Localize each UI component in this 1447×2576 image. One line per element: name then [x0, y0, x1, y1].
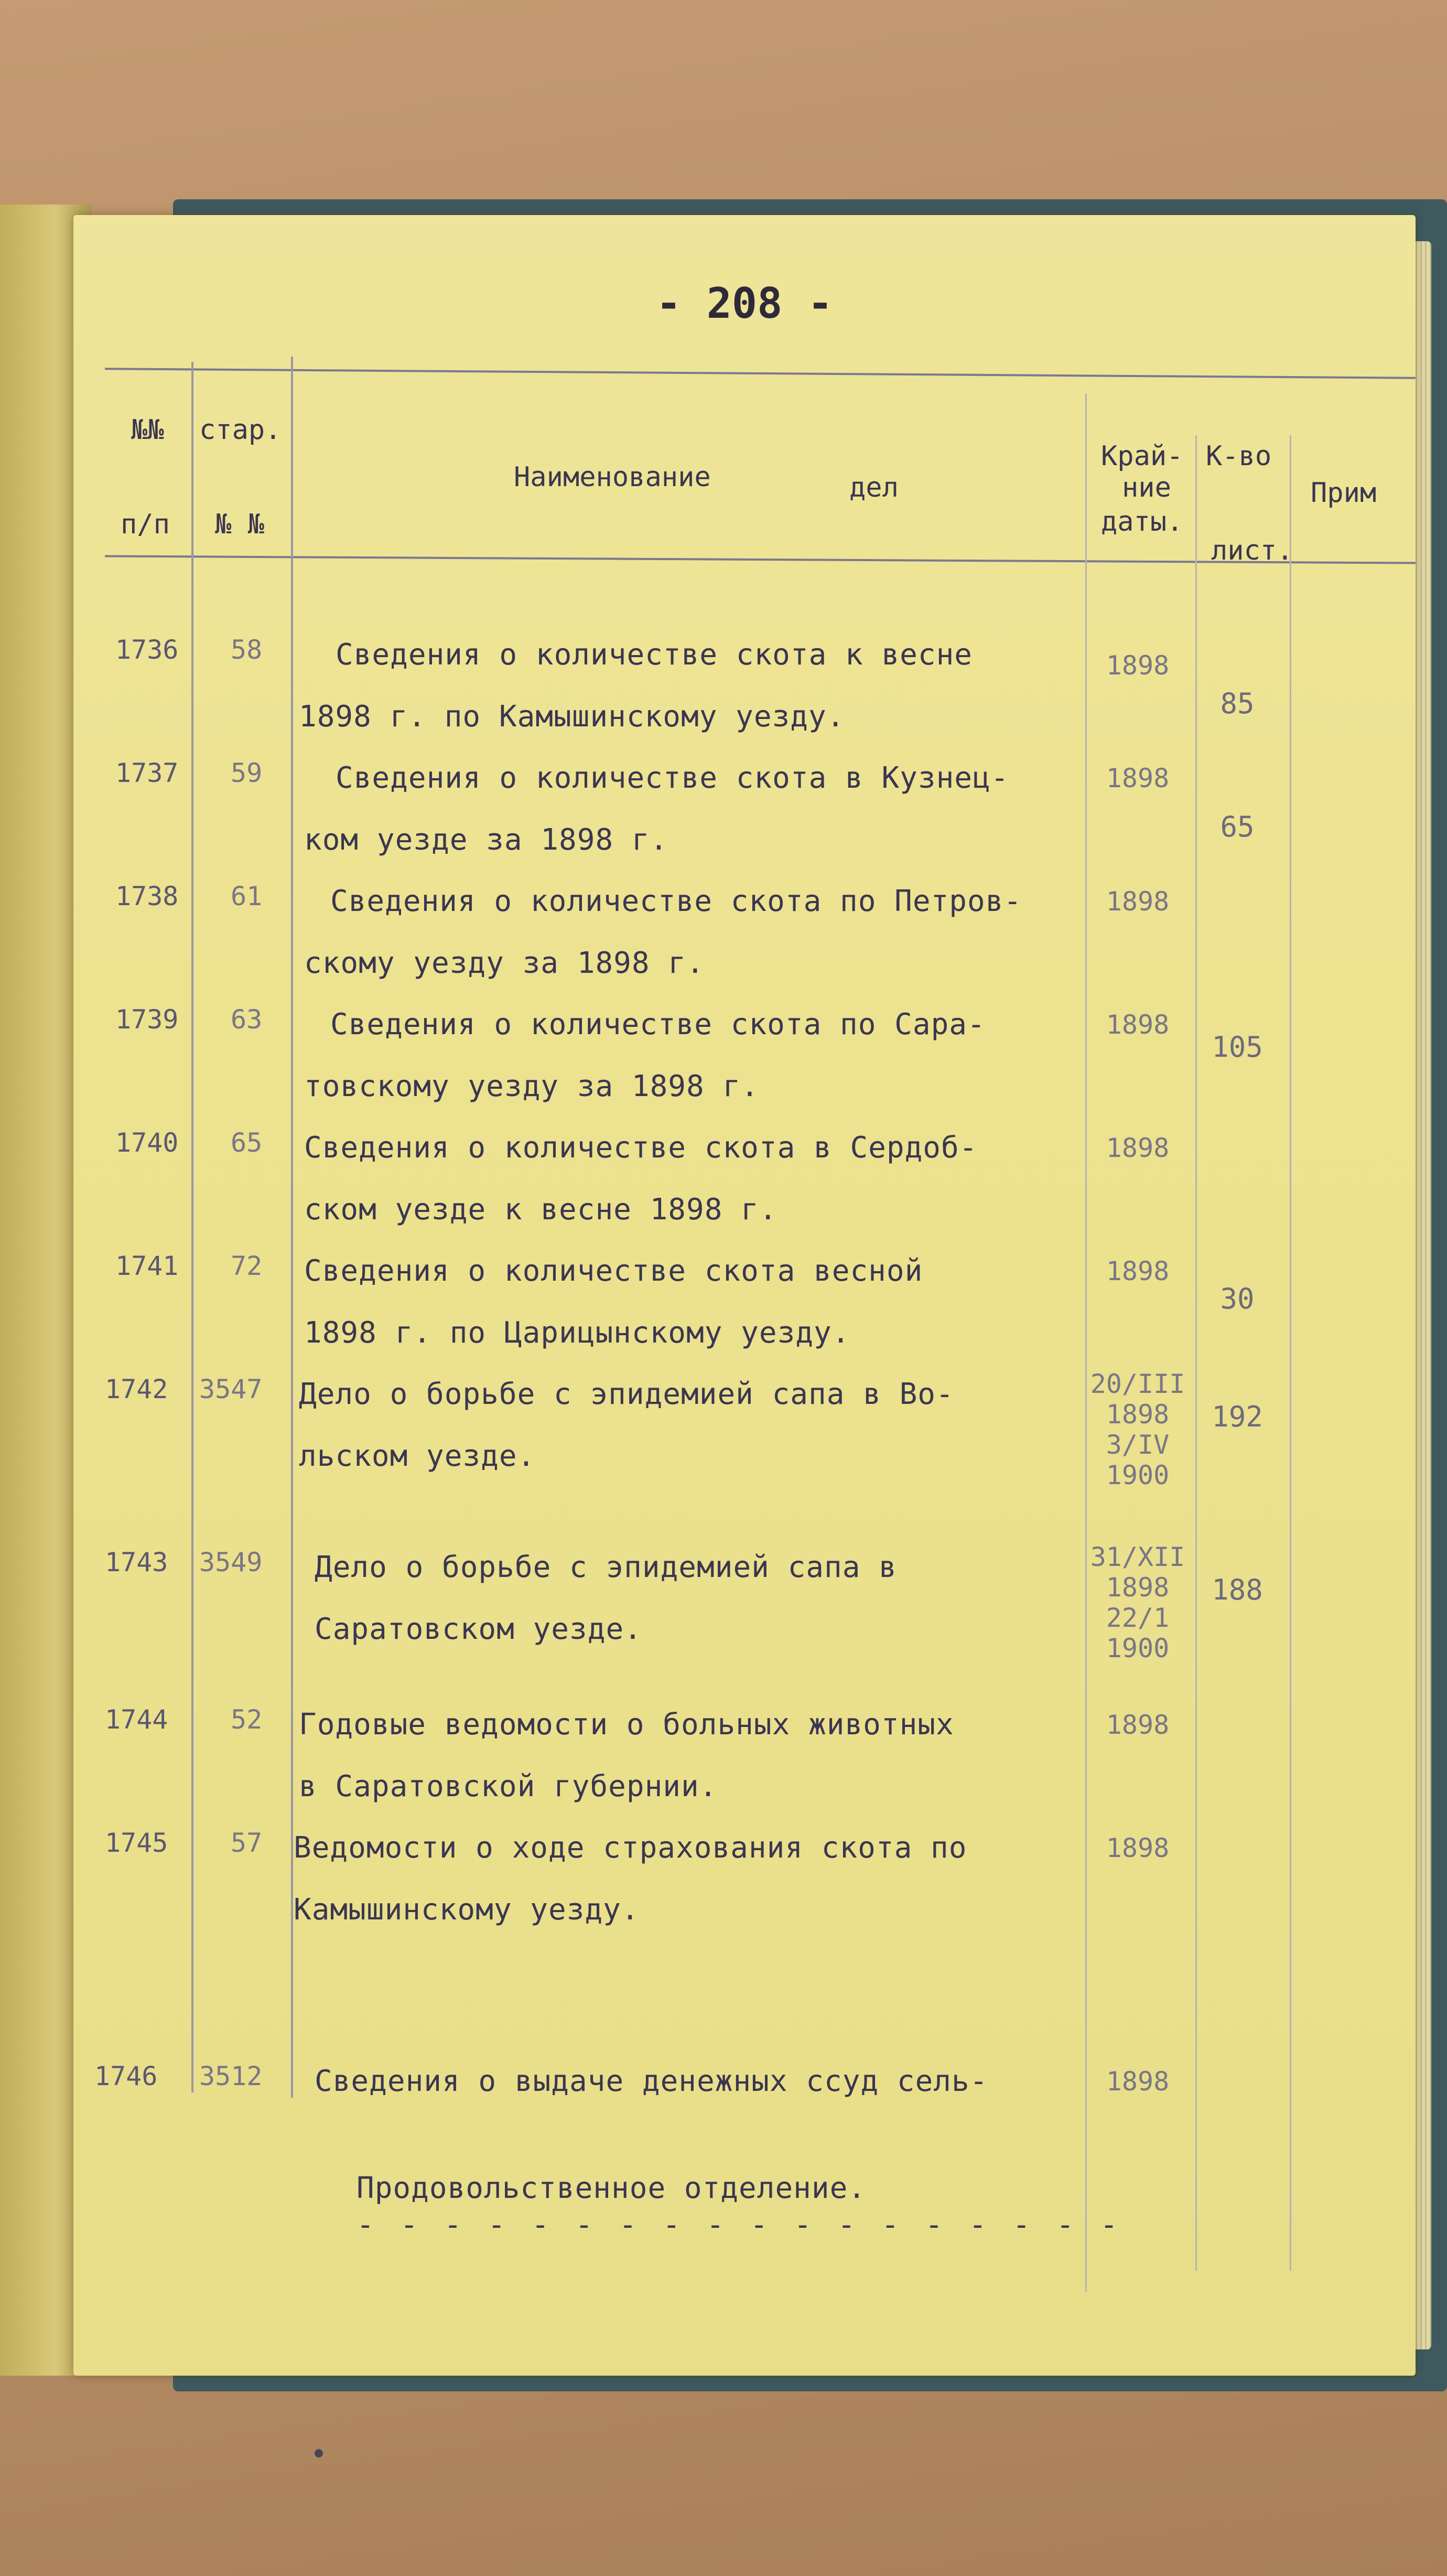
column-rule-notes	[1290, 435, 1291, 2271]
header-name-left: Наименование	[514, 461, 711, 493]
row-dates-line: 1900	[1106, 1633, 1170, 1663]
row-old-number: 58	[231, 635, 263, 665]
row-number: 1744	[105, 1704, 168, 1735]
row-old-number: 57	[231, 1828, 263, 1858]
row-desc-line-2: Камышинскому уезду.	[294, 1893, 640, 1927]
row-old-number: 3549	[199, 1547, 263, 1577]
row-desc-line-1: Дело о борьбе с эпидемией сапа в Во-	[299, 1377, 954, 1411]
row-desc-line-2: 1898 г. по Царицынскому уезду.	[304, 1316, 850, 1350]
row-number: 1737	[115, 758, 179, 788]
row-number: 1746	[94, 2061, 158, 2091]
row-dates-line: 20/III	[1090, 1369, 1185, 1399]
row-desc-line-2: ском уезде к весне 1898 г.	[304, 1193, 778, 1227]
row-number: 1742	[105, 1374, 168, 1404]
row-desc-line-2: товскому уезду за 1898 г.	[304, 1069, 759, 1103]
header-name-right: дел	[849, 472, 899, 503]
row-old-number: 52	[231, 1704, 263, 1735]
row-desc-line-1: Годовые ведомости о больных животных	[299, 1708, 954, 1742]
row-desc-line-1: Сведения о количестве скота в Кузнец-	[336, 761, 1009, 795]
header-notes: Прим	[1311, 477, 1377, 509]
row-dates: 1898	[1106, 650, 1170, 681]
document-page	[73, 215, 1416, 2376]
row-sheets: 30	[1220, 1282, 1255, 1315]
section-title: Продовольственное отделение.	[357, 2171, 867, 2205]
row-desc-line-1: Сведения о количестве скота к весне	[336, 638, 973, 672]
row-desc-line-2: в Саратовской губернии.	[299, 1769, 718, 1804]
column-rule-num	[191, 362, 193, 2092]
row-old-number: 65	[231, 1128, 263, 1158]
row-desc-line-1: Сведения о выдаче денежных ссуд сель-	[315, 2064, 988, 2098]
row-old-number: 59	[231, 758, 263, 788]
row-dates-line: 22/1	[1106, 1603, 1170, 1633]
row-sheets: 188	[1212, 1573, 1263, 1606]
header-dates-top: Край-	[1101, 441, 1183, 472]
header-sheets-top: К-во	[1206, 441, 1272, 472]
row-old-number: 61	[231, 881, 263, 911]
row-dates: 1898	[1106, 1710, 1170, 1740]
header-dates-mid: ние	[1122, 472, 1171, 503]
ink-dot	[315, 2449, 323, 2457]
row-desc-line-2: скому уезду за 1898 г.	[304, 946, 705, 980]
row-desc-line-2: ком уезде за 1898 г.	[304, 823, 668, 857]
row-dates: 1898	[1106, 1010, 1170, 1040]
row-old-number: 3512	[199, 2061, 263, 2091]
row-dates-line: 31/XII	[1090, 1542, 1185, 1572]
row-number: 1740	[115, 1128, 179, 1158]
header-num-bottom: п/п	[121, 509, 170, 540]
row-dates-line: 1900	[1106, 1460, 1170, 1490]
row-sheets: 65	[1220, 810, 1255, 843]
row-number: 1738	[115, 881, 179, 911]
row-dates: 1898	[1106, 1133, 1170, 1163]
section-underline: - - - - - - - - - - - - - - - - - -	[357, 2208, 1122, 2242]
header-dates-bottom: даты.	[1101, 506, 1183, 538]
row-number: 1741	[115, 1251, 179, 1281]
row-old-number: 63	[231, 1004, 263, 1035]
row-dates: 1898	[1106, 1833, 1170, 1863]
row-dates: 1898	[1106, 886, 1170, 917]
row-sheets: 192	[1212, 1400, 1263, 1433]
row-desc-line-2: льском уезде.	[299, 1439, 536, 1473]
column-rule-old	[291, 357, 293, 2098]
row-dates-line: 1898	[1106, 1572, 1170, 1603]
row-dates: 1898	[1106, 763, 1170, 793]
row-number: 1739	[115, 1004, 179, 1035]
row-sheets: 85	[1220, 687, 1255, 720]
row-sheets: 105	[1212, 1031, 1263, 1064]
row-dates-line: 1898	[1106, 1399, 1170, 1430]
row-desc-line-1: Сведения о количестве скота по Петров-	[330, 884, 1022, 918]
row-desc-line-2: 1898 г. по Камышинскому уезду.	[299, 700, 845, 734]
table-top-rule	[105, 368, 1416, 379]
row-dates: 1898	[1106, 1256, 1170, 1286]
column-rule-sheets	[1195, 435, 1197, 2271]
row-desc-line-1: Сведения о количестве скота весной	[304, 1254, 923, 1288]
row-dates: 1898	[1106, 2066, 1170, 2097]
row-desc-line-1: Ведомости о ходе страхования скота по	[294, 1831, 967, 1865]
row-desc-line-1: Сведения о количестве скота в Сердоб-	[304, 1131, 978, 1165]
row-dates-line: 3/IV	[1106, 1430, 1170, 1460]
header-old-top: стар.	[199, 414, 282, 446]
row-old-number: 72	[231, 1251, 263, 1281]
page-number: - 208 -	[656, 279, 833, 328]
header-old-bottom: № №	[215, 509, 264, 540]
row-number: 1745	[105, 1828, 168, 1858]
row-number: 1743	[105, 1547, 168, 1577]
header-num-top: №№	[131, 414, 164, 446]
header-sheets-bottom: лист.	[1211, 535, 1293, 566]
row-old-number: 3547	[199, 1374, 263, 1404]
row-number: 1736	[115, 635, 179, 665]
row-desc-line-1: Сведения о количестве скота по Сара-	[330, 1007, 986, 1042]
row-desc-line-2: Саратовском уезде.	[315, 1612, 642, 1646]
row-desc-line-1: Дело о борьбе с эпидемией сапа в	[315, 1550, 897, 1584]
